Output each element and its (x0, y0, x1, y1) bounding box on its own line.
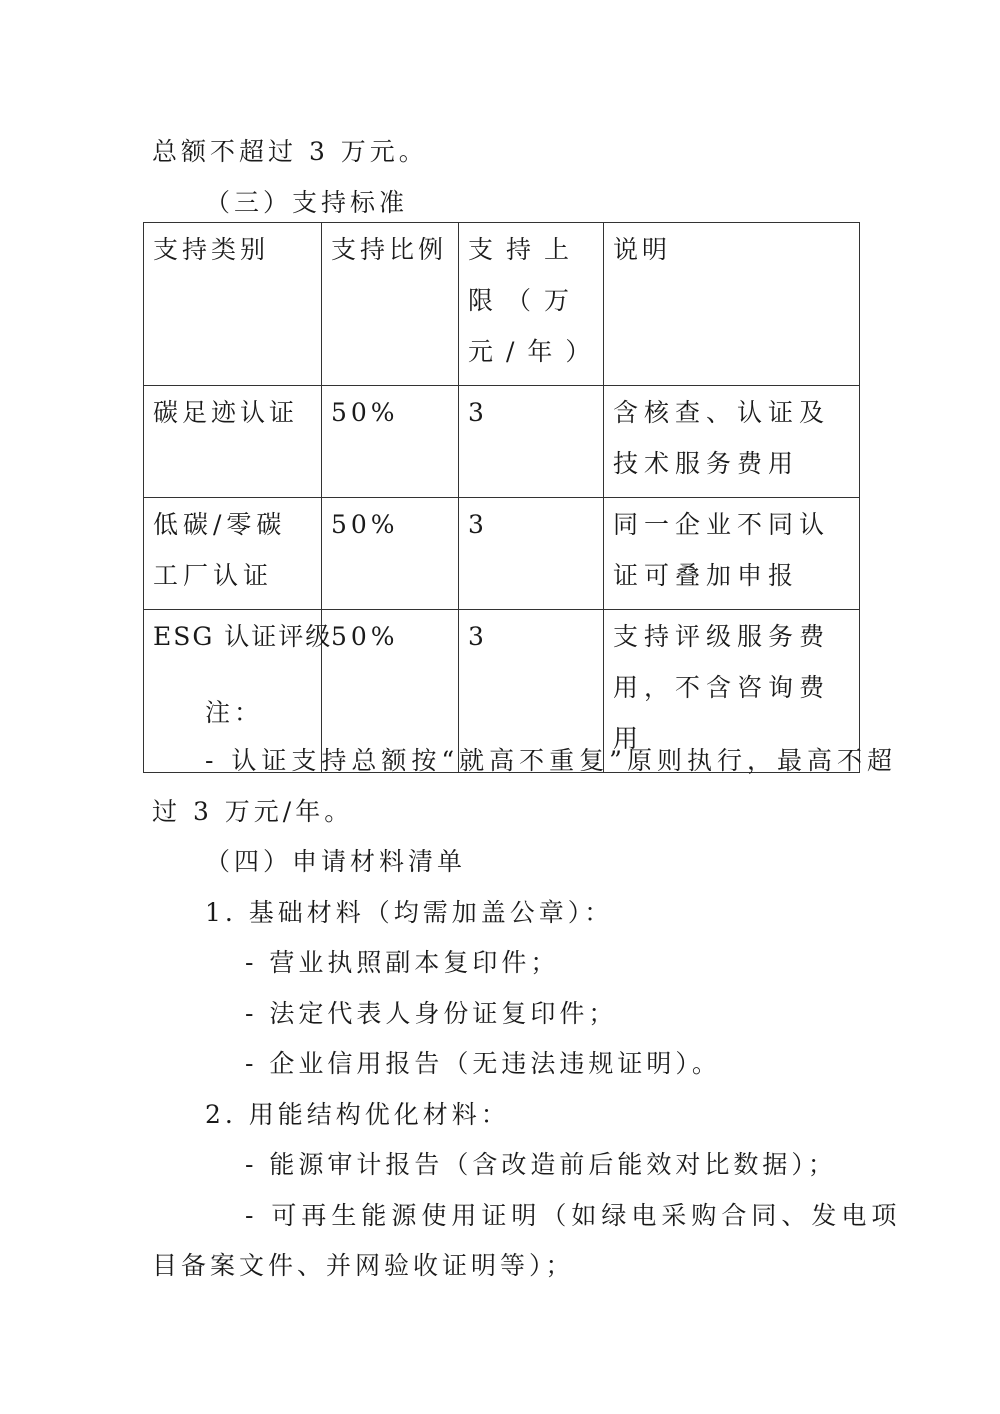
cell-note: 同一企业不同认证可叠加申报 (604, 498, 860, 610)
table-row (144, 498, 860, 610)
list-item: - 法定代表人身份证复印件； (245, 999, 618, 1028)
section-heading-materials: （四）申请材料清单 (205, 847, 467, 876)
cell-limit: 3 (459, 386, 604, 498)
cell-note: 含核查、认证及技术服务费用 (604, 386, 860, 498)
list-item: - 能源审计报告（含改造前后能效对比数据）； (245, 1150, 837, 1179)
cell-category: 碳足迹认证 (144, 386, 322, 498)
header-ratio: 支持比例 (322, 223, 459, 386)
notes-label: 注： (205, 698, 264, 727)
table-row (144, 386, 860, 498)
group-title-energy-materials: 2. 用能结构优化材料： (205, 1100, 510, 1129)
header-note: 说明 (604, 223, 860, 386)
cell-limit: 3 (459, 610, 604, 773)
cell-category: 低碳/零碳工厂认证 (144, 498, 322, 610)
list-item: - 可再生能源使用证明（如绿电采购合同、发电项 (245, 1201, 902, 1230)
cell-ratio: 50% (322, 386, 459, 498)
note-item-line1: - 认证支持总额按“就高不重复”原则执行，最高不超 (205, 746, 897, 775)
list-item: - 营业执照副本复印件； (245, 948, 560, 977)
cell-ratio: 50% (322, 498, 459, 610)
section-heading-support-standard: （三）支持标准 (205, 188, 409, 217)
list-item: - 企业信用报告（无违法违规证明）。 (245, 1049, 721, 1078)
header-category: 支持类别 (144, 223, 322, 386)
cell-category: ESG 认证评级 (144, 610, 322, 773)
group-title-basic-materials: 1. 基础材料（均需加盖公章）： (205, 898, 614, 927)
cell-ratio: 50% (322, 610, 459, 773)
header-limit: 支持上限（万元/年） (459, 223, 604, 386)
intro-text: 总额不超过 3 万元。 (152, 137, 428, 166)
list-item-continuation: 目备案文件、并网验收证明等）； (152, 1251, 575, 1280)
note-item-line2: 过 3 万元/年。 (152, 797, 354, 826)
cell-note: 支持评级服务费用，不含咨询费用 (604, 610, 860, 773)
table-header-row (144, 223, 860, 386)
support-standard-table (143, 222, 860, 773)
cell-limit: 3 (459, 498, 604, 610)
